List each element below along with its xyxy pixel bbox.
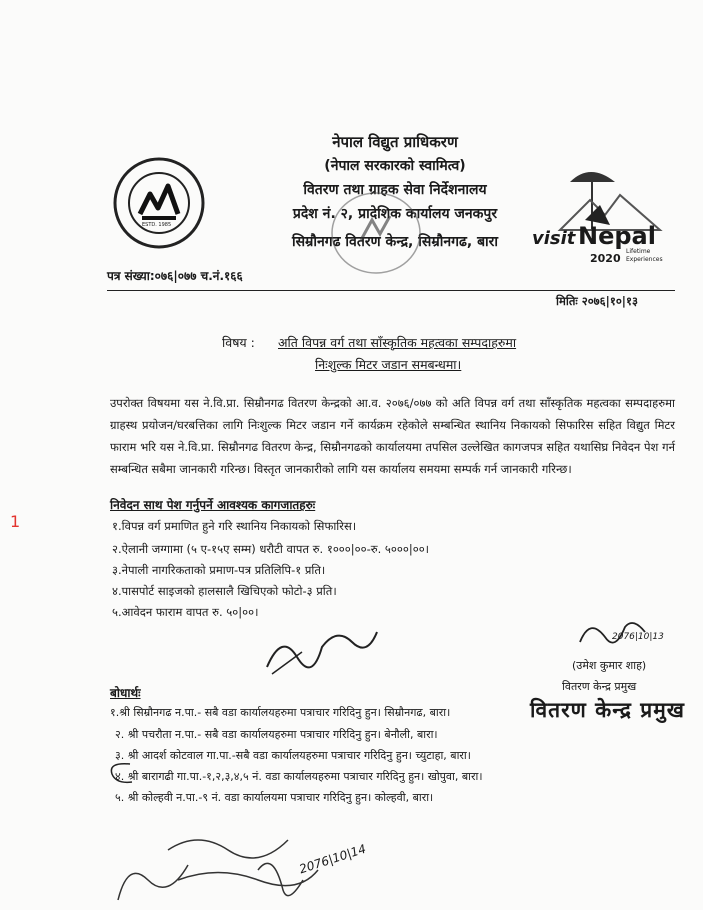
- signatory-title: वितरण केन्द्र प्रमुख: [562, 680, 637, 693]
- org-name: नेपाल विद्युत प्राधिकरण: [332, 133, 458, 151]
- subject-line-2: निःशुल्क मिटर जडान समबन्धमा।: [315, 357, 462, 372]
- requirement-item-3: ३.नेपाली नागरिकताको प्रमाण-पत्र प्रतिलिपि-१ प्रति।: [112, 563, 326, 577]
- nepal-text: Nepal: [578, 222, 656, 250]
- visit-text: visit: [532, 228, 576, 249]
- body-paragraph: उपरोक्त विषयमा यस ने.वि.प्रा. सिम्रौनगढ वितरण केन्द्रको आ.व. २०७६/०७७ को अति विपन्न वर्ग तथा साँस्कृतिक महत्वका सम्पदाहरुमा ग्राहस्थ प्रयोजन/घरबत्तिका लागि निःशुल्क मिटर जडान गर्ने कार्यक्रम रहेकोले सम्बन्धित स्थानिय निकायको सिफारिस सहित विद्युत मिटर फाराम भरि यस ने.वि.प्रा. सिम्रौनगढ वितरण केन्द्र, सिम्रौनगढको कार्यालयमा तपसिल उल्लेखित कागजपत्र सहित यथासिघ्र निवेदन पेश गर्न सम्बन्धित सबैमा जानकारी गरिन्छ। विस्तृत जानकारीको लागि यस कार्यालय समयमा सम्पर्क गर्न जानकारी गरिन्छ।: [110, 396, 675, 476]
- subject-line-1: अति विपन्न वर्ग तथा साँस्कृतिक महत्वका सम्पदाहरुमा: [278, 335, 517, 350]
- signatory-name: (उमेश कुमार शाह): [572, 659, 647, 672]
- header-divider: [107, 290, 675, 291]
- circle-mark: [106, 760, 136, 790]
- subject-label: विषय :: [222, 335, 255, 350]
- cc-item-5: ५. श्री कोल्हवी न.पा.-९ नं. वडा कार्यालयमा पत्राचार गरिदिनु हुन। कोल्हवी, बारा।: [115, 791, 434, 804]
- margin-mark: 1: [10, 512, 21, 531]
- lifetime-text: Lifetime: [626, 248, 651, 255]
- provincial-office: प्रदेश नं. २, प्रादेशिक कार्यालय जनकपुर: [292, 206, 498, 222]
- cc-item-1: १.श्री सिम्रौनगढ न.पा.- सबै वडा कार्यालयहरुमा पत्राचार गरिदिनु हुन। सिम्रौनगढ, बारा।: [110, 706, 451, 719]
- handwritten-signature-1: [262, 612, 382, 686]
- org-ownership: (नेपाल सरकारको स्वामित्व): [324, 158, 466, 174]
- requirement-item-5: ५.आवेदन फाराम वापत रु. ५०|००।: [112, 605, 259, 619]
- requirements-heading: निवेदन साथ पेश गर्नुपर्ने आवश्यक कागजातहरुः: [110, 498, 316, 512]
- reference-number: पत्र संख्या:०७६|०७७ च.नं.१६६: [107, 269, 243, 283]
- letter-date: मितिः २०७६|१०|१३: [556, 294, 638, 308]
- cc-heading: बोधार्थः: [110, 686, 141, 700]
- cc-item-3: ३. श्री आदर्श कोटवाल गा.पा.-सबै वडा कार्यालयहरुमा पत्राचार गरिदिनु हुन। च्युटाहा, बारा।: [115, 749, 471, 762]
- handwritten-note-date: 2076|10|14: [297, 841, 368, 877]
- designation-stamp: वितरण केन्द्र प्रमुख: [530, 698, 685, 722]
- cc-item-4: ४. श्री बारागढी गा.पा.-१,२,३,४,५ नं. वडा कार्यालयहरुमा पत्राचार गरिदिनु हुन। खोपुवा, बारा।: [115, 770, 483, 783]
- directorate-name: वितरण तथा ग्राहक सेवा निर्देशनालय: [303, 182, 487, 198]
- office-stamp: [326, 188, 426, 282]
- year-2020-text: 2020: [590, 252, 621, 265]
- signature-date-scrawl: 2076|10|13: [612, 632, 664, 642]
- experiences-text: Experiences: [626, 256, 663, 263]
- nea-logo: [112, 156, 206, 250]
- distribution-center: सिम्रौनगढ वितरण केन्द्र, सिम्रौनगढ, बारा: [291, 234, 499, 250]
- requirement-item-2: २.ऐलानी जग्गामा (५ ए-१५ए सम्म) धरौटी वापत रु. १०००|००-रु. ५०००|००।: [112, 542, 430, 556]
- logo-estd-text: ESTD. 1985: [142, 222, 172, 228]
- requirement-item-4: ४.पासपोर्ट साइजको हालसालै खिचिएको फोटो-३ प्रति।: [112, 584, 337, 598]
- body-paragraph-block: [110, 392, 675, 480]
- visit-nepal-logo: [530, 160, 680, 270]
- cc-item-2: २. श्री पचरौता न.पा.- सबै वडा कार्यालयहरुमा पत्राचार गरिदिनु हुन। बेनौली, बारा।: [115, 728, 438, 741]
- requirement-item-1: १.विपन्न वर्ग प्रमाणित हुने गरि स्थानिय निकायको सिफारिस।: [112, 519, 357, 533]
